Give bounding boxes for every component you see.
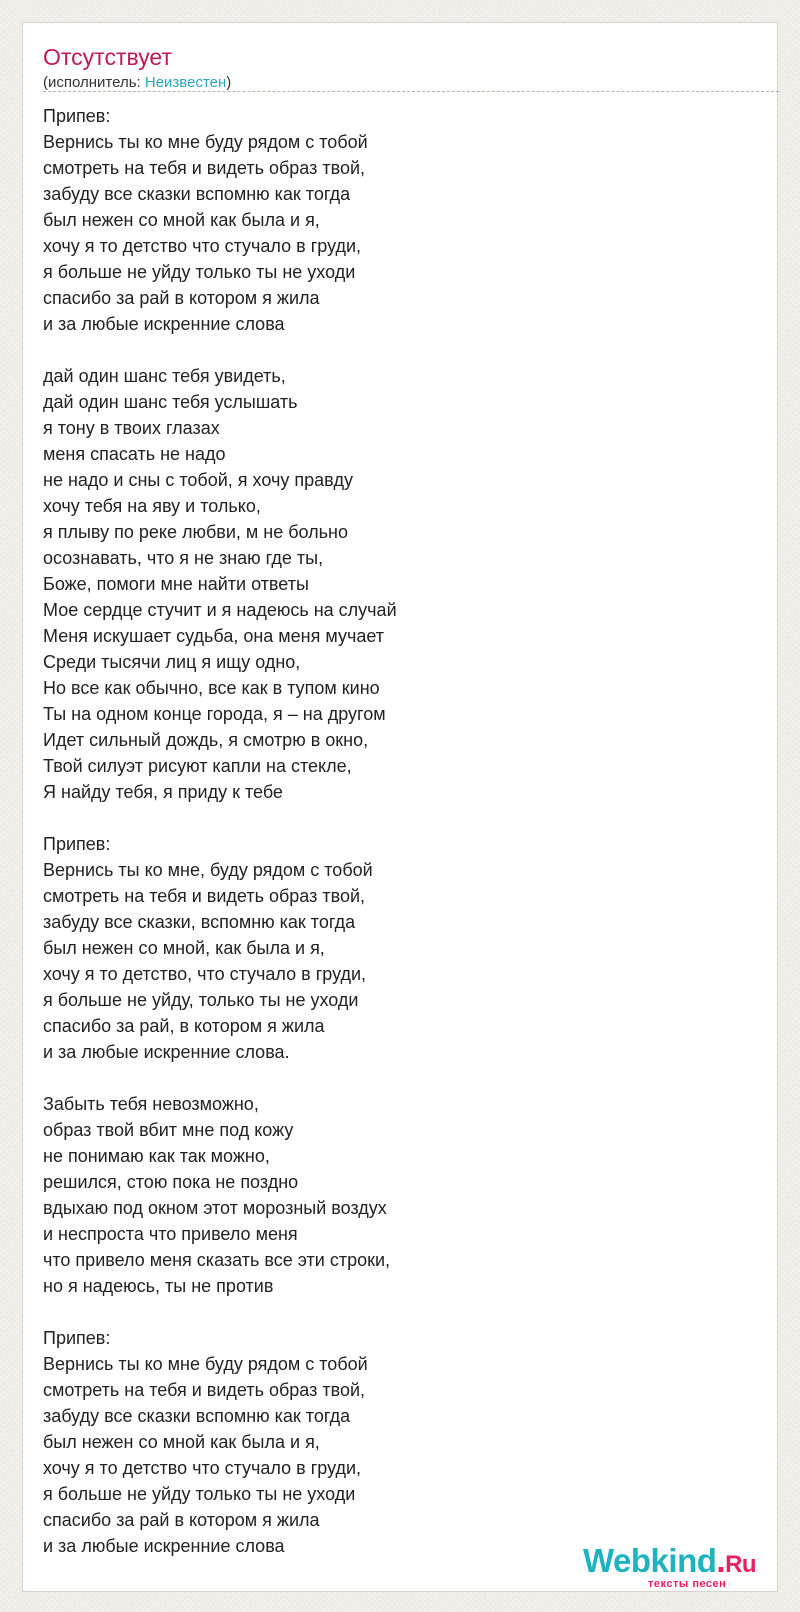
lyrics-line: Вернись ты ко мне буду рядом с тобой	[43, 132, 368, 152]
lyrics-line: смотреть на тебя и видеть образ твой,	[43, 158, 366, 178]
song-title: Отсутствует	[43, 44, 172, 70]
lyrics-line: Забыть тебя невозможно,	[43, 1094, 259, 1114]
lyrics-line: был нежен со мной как была и я,	[43, 210, 320, 230]
lyrics-line: смотреть на тебя и видеть образ твой,	[43, 886, 366, 906]
lyrics-line: был нежен со мной, как была и я,	[43, 938, 325, 958]
lyrics-card	[22, 22, 778, 1592]
lyrics-stanza	[43, 1091, 743, 1299]
lyrics-line: спасибо за рай, в котором я жила	[43, 1016, 325, 1036]
lyrics-line: хочу я то детство что стучало в груди,	[43, 236, 362, 256]
lyrics-line: я больше не уйду только ты не уходи	[43, 262, 356, 282]
lyrics-line: забуду все сказки вспомню как тогда	[43, 184, 351, 204]
lyrics-line: Припев:	[43, 106, 111, 126]
lyrics-line: хочу я то детство, что стучало в груди,	[43, 964, 367, 984]
lyrics-line: хочу тебя на яву и только,	[43, 496, 261, 516]
lyrics-text	[43, 103, 743, 1585]
lyrics-stanza	[43, 103, 743, 337]
lyrics-line: хочу я то детство что стучало в груди,	[43, 1458, 362, 1478]
lyrics-line: спасибо за рай в котором я жила	[43, 1510, 320, 1530]
lyrics-stanza	[43, 363, 743, 805]
logo-name: Webkind	[583, 1542, 717, 1579]
performer-prefix: (исполнитель:	[43, 74, 145, 91]
performer-line	[43, 73, 231, 93]
lyrics-line: и неспроста что привело меня	[43, 1224, 298, 1244]
logo-dot: .	[716, 1542, 726, 1579]
lyrics-line: забуду все сказки, вспомню как тогда	[43, 912, 356, 932]
performer-suffix: )	[226, 74, 232, 91]
lyrics-line: Меня искушает судьба, она меня мучает	[43, 626, 384, 646]
lyrics-line: и за любые искренние слова.	[43, 1042, 290, 1062]
lyrics-line: не понимаю как так можно,	[43, 1146, 270, 1166]
lyrics-line: я больше не уйду, только ты не уходи	[43, 990, 359, 1010]
lyrics-line: дай один шанс тебя увидеть,	[43, 366, 286, 386]
lyrics-stanza	[43, 1325, 743, 1559]
lyrics-line: Мое сердце стучит и я надеюсь на случай	[43, 600, 397, 620]
lyrics-line: не надо и сны с тобой, я хочу правду	[43, 470, 353, 490]
lyrics-stanza	[43, 831, 743, 1065]
lyrics-line: Ты на одном конце города, я – на другом	[43, 704, 386, 724]
lyrics-line: дай один шанс тебя услышать	[43, 392, 298, 412]
lyrics-line: спасибо за рай в котором я жила	[43, 288, 320, 308]
lyrics-line: Боже, помоги мне найти ответы	[43, 574, 309, 594]
lyrics-line: Твой силуэт рисуют капли на стекле,	[43, 756, 352, 776]
lyrics-line: Среди тысячи лиц я ищу одно,	[43, 652, 301, 672]
lyrics-line: образ твой вбит мне под кожу	[43, 1120, 294, 1140]
lyrics-line: смотреть на тебя и видеть образ твой,	[43, 1380, 366, 1400]
lyrics-line: Я найду тебя, я приду к тебе	[43, 782, 283, 802]
lyrics-line: я больше не уйду только ты не уходи	[43, 1484, 356, 1504]
lyrics-line: но я надеюсь, ты не против	[43, 1276, 274, 1296]
lyrics-line: решился, стою пока не поздно	[43, 1172, 299, 1192]
logo-tld: Ru	[725, 1551, 757, 1578]
lyrics-line: я плыву по реке любви, м не больно	[43, 522, 348, 542]
lyrics-line: и за любые искренние слова	[43, 314, 285, 334]
lyrics-line: осознавать, что я не знаю где ты,	[43, 548, 324, 568]
lyrics-line: я тону в твоих глазах	[43, 418, 220, 438]
artist-link[interactable]: Неизвестен	[144, 74, 227, 91]
lyrics-line: Вернись ты ко мне буду рядом с тобой	[43, 1354, 368, 1374]
logo-tagline: тексты песен	[648, 1578, 727, 1590]
site-logo[interactable]	[583, 1542, 783, 1592]
lyrics-line: Припев:	[43, 834, 111, 854]
header-divider	[43, 91, 779, 92]
lyrics-line: и за любые искренние слова	[43, 1536, 285, 1556]
lyrics-line: меня спасать не надо	[43, 444, 226, 464]
lyrics-line: вдыхаю под окном этот морозный воздух	[43, 1198, 387, 1218]
lyrics-line: что привело меня сказать все эти строки,	[43, 1250, 391, 1270]
lyrics-line: Припев:	[43, 1328, 111, 1348]
lyrics-line: забуду все сказки вспомню как тогда	[43, 1406, 351, 1426]
lyrics-line: Но все как обычно, все как в тупом кино	[43, 678, 380, 698]
lyrics-line: Идет сильный дождь, я смотрю в окно,	[43, 730, 369, 750]
lyrics-line: Вернись ты ко мне, буду рядом с тобой	[43, 860, 373, 880]
lyrics-line: был нежен со мной как была и я,	[43, 1432, 320, 1452]
